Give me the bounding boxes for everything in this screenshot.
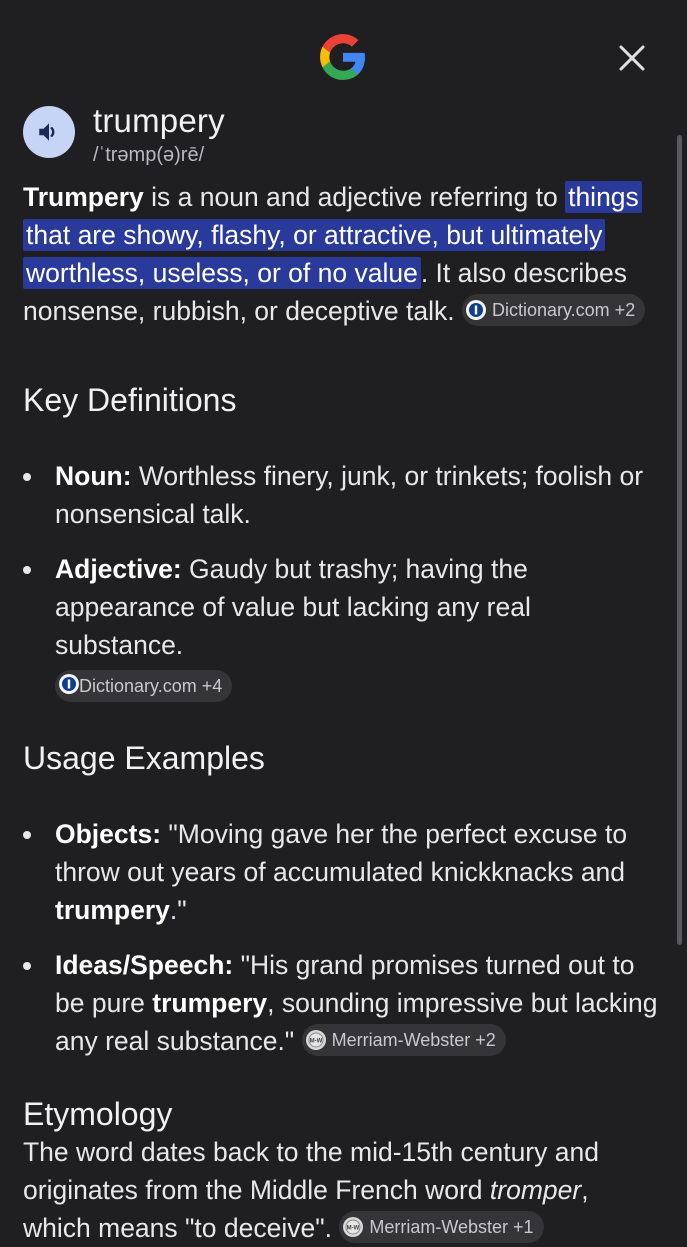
dictionary-com-icon [59, 674, 79, 694]
top-bar [0, 0, 687, 100]
pronunciation-audio-button[interactable] [23, 106, 75, 158]
word-header [23, 100, 663, 178]
list-item [23, 457, 663, 533]
definition-label: Noun: [55, 461, 132, 491]
source-chip-merriam-webster[interactable] [339, 1211, 543, 1243]
google-logo-icon [318, 32, 368, 82]
example-bold-word: trumpery [55, 895, 170, 925]
source-chip-label: Merriam-Webster +1 [369, 1217, 534, 1237]
example-bold-word: trumpery [152, 988, 268, 1018]
pronunciation-text: /ˈtrəmp(ə)rē/ [93, 144, 205, 166]
definition-text: Worthless finery, junk, or trinkets; foolish or nonsensical talk. [55, 461, 644, 529]
summary-term: Trumpery [23, 182, 144, 212]
bullet-icon [23, 566, 31, 574]
close-button[interactable] [612, 38, 652, 78]
source-chip-merriam-webster[interactable] [302, 1024, 506, 1056]
usage-examples-list [23, 815, 663, 1060]
merriam-webster-icon [306, 1030, 326, 1050]
svg-text:M-W: M-W [347, 1225, 360, 1232]
list-item [23, 946, 663, 1060]
example-text-before: "Moving gave her the perfect excuse to throw out years of accumulated knickknacks and [55, 819, 628, 887]
bullet-icon [23, 831, 31, 839]
section-heading-key-definitions: Key Definitions [23, 382, 237, 418]
bullet-icon [23, 962, 31, 970]
summary-text-after: . It also describes nonsense, rubbish, or deceptive talk. [23, 258, 628, 326]
etymology-text-before: The word dates back to the mid-15th century and originates from the Middle French word [23, 1137, 599, 1205]
definition-text: Gaudy but trashy; having the appearance of value but lacking any real substance. [55, 554, 531, 660]
headword: trumpery [93, 102, 225, 139]
example-text-after: ." [169, 895, 187, 925]
dictionary-com-icon [466, 300, 486, 320]
section-heading-usage-examples: Usage Examples [23, 740, 265, 776]
source-chip-label: Dictionary.com +2 [491, 300, 636, 320]
merriam-webster-icon [343, 1217, 363, 1237]
close-icon [619, 45, 645, 71]
source-chip-label: Merriam-Webster +2 [331, 1030, 496, 1050]
example-label: Objects: [55, 819, 162, 849]
example-label: Ideas/Speech: [55, 950, 234, 980]
etymology-italic-word: tromper [489, 1175, 582, 1205]
example-text-after: , sounding impressive but lacking any real substance." [55, 988, 658, 1056]
definition-panel [23, 100, 663, 1247]
speaker-icon [36, 119, 62, 145]
summary-highlight: things that are showy, flashy, or attractive, but ultimately worthless, useless, or of no value [23, 181, 642, 289]
summary-text-before: is a noun and adjective referring to [143, 182, 566, 212]
bullet-icon [23, 473, 31, 481]
list-item [23, 550, 663, 702]
etymology-paragraph [23, 1133, 663, 1247]
definition-label: Adjective: [55, 554, 182, 584]
example-text-before: "His grand promises turned out to be pure [55, 950, 635, 1018]
scrollbar[interactable] [677, 135, 682, 945]
source-chip-dictionary[interactable] [462, 294, 645, 326]
key-definitions-list [23, 457, 663, 702]
svg-text:M-W: M-W [309, 1038, 322, 1045]
section-heading-etymology: Etymology [23, 1096, 173, 1132]
source-chip-dictionary[interactable] [55, 670, 232, 702]
summary-paragraph [23, 178, 663, 330]
list-item [23, 815, 663, 929]
etymology-text-after: , which means "to deceive". [23, 1175, 589, 1243]
source-chip-label: Dictionary.com +4 [79, 676, 223, 696]
